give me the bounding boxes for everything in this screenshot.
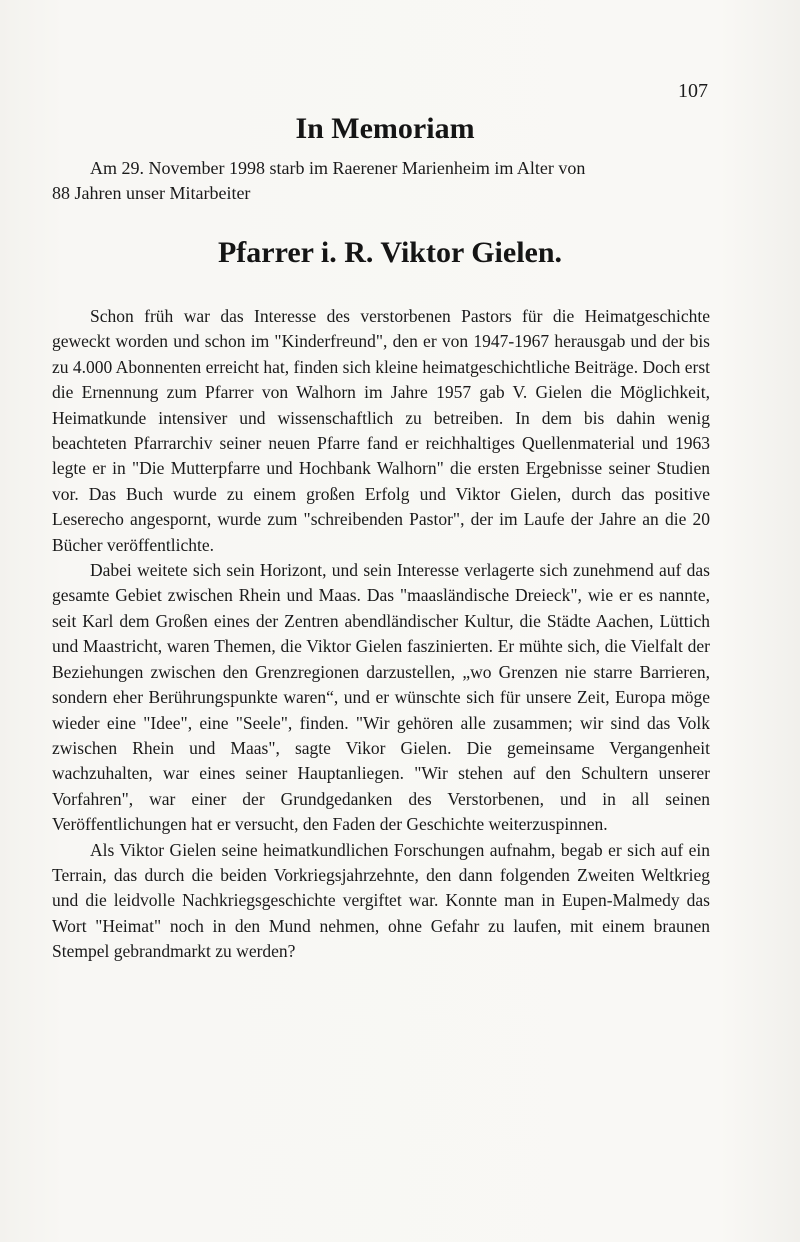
page-title: In Memoriam [295,112,475,145]
article-body [52,304,710,965]
intro-text [52,156,718,206]
page-number: 107 [678,80,708,102]
paragraph-3: Als Viktor Gielen seine heimatkundlichen Forschungen aufnahm, begab er sich auf ein Terrain, das durch die beiden Vorkriegsjahrzehnte, den dann folgenden Zweiten Weltkrieg und die leidvolle Nachkriegsgeschichte vergiftet war. Konnte man in Eupen-Malmedy das Wort "Heimat" noch in den Mund nehmen, ohne Gefahr zu laufen, mit einem braunen Stempel gebrandmarkt zu werden? [52,839,710,962]
paragraph-2: Dabei weitete sich sein Horizont, und sein Interesse verlagerte sich zunehmend auf das gesamte Gebiet zwischen Rhein und Maas. Das "maasländische Dreieck", wie er es nannte, seit Karl dem Großen eines der Zentren abendländischer Kultur, die Städte Aachen, Lüttich und Maastricht, waren Themen, die Viktor Gielen faszinierten. Er mühte sich, die Vielfalt der Beziehungen zwischen den Grenzregionen darzustellen, „wo Grenzen nie starre Barrieren, sondern eher Berührungspunkte waren“, und er wünschte sich für unsere Zeit, Europa möge wieder eine "Idee", eine "Seele", finden. "Wir gehören alle zusammen; wir sind das Volk zwischen Rhein und Maas", sagte Vikor Gielen. Die gemeinsame Vergangenheit wachzuhalten, war eines seiner Hauptanliegen. "Wir stehen auf den Schultern unserer Vorfahren", war einer der Grundgedanken des Verstorbenen, und in all seinen Veröffentlichungen hat er versucht, den Faden der Geschichte weiterzuspinnen. [52,560,710,835]
intro-line-2: 88 Jahren unser Mitarbeiter [52,183,251,203]
subtitle-heading: Pfarrer i. R. Viktor Gielen. [217,236,563,269]
paragraph-1: Schon früh war das Interesse des verstorbenen Pastors für die Heimatgeschichte geweckt worden und schon im "Kinderfreund", den er von 1947-1967 herausgab und der bis zu 4.000 Abonnenten erreicht hat, finden sich kleine heimatgeschichtliche Beiträge. Doch erst die Ernennung zum Pfarrer von Walhorn im Jahre 1957 gab V. Gielen die Möglichkeit, Heimatkunde intensiver und wissenschaftlich zu betreiben. In dem bis dahin wenig beachteten Pfarrarchiv seiner neuen Pfarre fand er reichhaltiges Quellenmaterial und 1963 legte er in "Die Mutterpfarre und Hochbank Walhorn" die ersten Ergebnisse seiner Studien vor. Das Buch wurde zu einem großen Erfolg und Viktor Gielen, durch das positive Leserecho angespornt, wurde zum "schreibenden Pastor", der im Laufe der Jahre an die 20 Bücher veröffentlichte. [52,306,710,555]
intro-line-1: Am 29. November 1998 starb im Raerener Marienheim im Alter von [90,158,586,178]
